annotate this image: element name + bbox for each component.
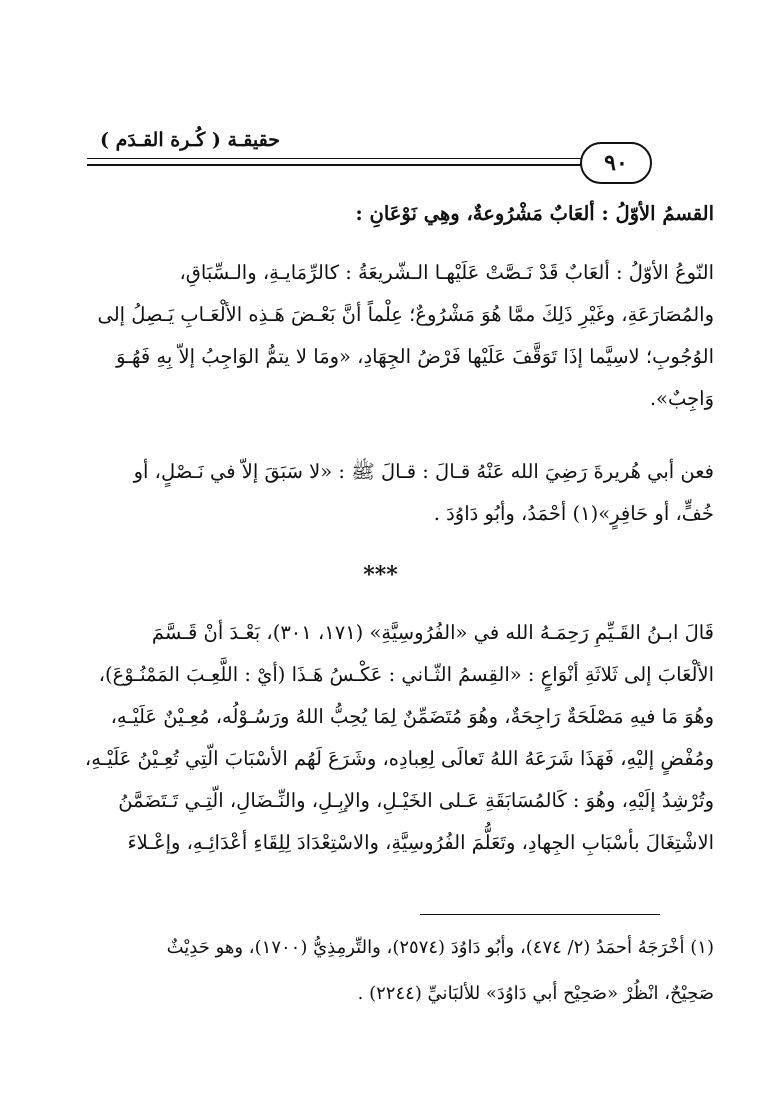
text-line: فعن أبي هُريرةَ رَضِيَ الله عَنْهُ قـالَ : قـالَ ﷺ : «لا سَبَقَ إلاّ في نَـصْلٍ، أو (133, 460, 714, 483)
paragraph-ibn-qayyim (64, 612, 714, 864)
text-line: وتُرْشِدُ إلَيْهِ، وهُوَ : كَالمُسَابَقَةِ عَـلى الخَيْـلِ، والإبِـلِ، والنِّـضَالِ، الّتِـي تَـتَضَمَّنُ (118, 789, 714, 812)
footnote-line: صَحِيْحٌ، انْظُرْ «صَحِيْح أبي دَاوُدَ» للألبَانيِّ (٢٢٤٤) . (357, 983, 714, 1004)
text-line: النّوعُ الأوّلُ : ألعَابٌ قَدْ نَـصَّتْ عَلَيْهـا الـشّريعَةُ : كالرِّمَايـةِ، والـسِّبَاقِ، (179, 261, 714, 284)
paragraph-type-one (64, 252, 714, 420)
header-rule-thin (87, 158, 587, 159)
paragraph-hadith (64, 451, 714, 535)
text-line: خُفٍّ، أو حَافِرٍ»(١) أحْمَدُ، وأبُو دَاوُدَ . (433, 502, 714, 525)
section-heading: القسمُ الأوّلُ : ألعَابٌ مَشْرُوعةٌ، وهِي نَوْعَانِ : (355, 202, 714, 225)
footnote-line: (١) أخْرَجَهُ أحمَدُ (٢/ ٤٧٤)، وأبُو دَاوُدَ (٢٥٧٤)، والتِّرمِذِيُّ (١٧٠٠)، وهو حَدِيْثٌ (166, 937, 714, 958)
text-line: الاشْتِغَالَ بأسْبَابِ الجِهادِ، وتَعَلُّمَ الفُرُوسِيَّةِ، والاسْتِعْدَادَ لِلِقَاءِ أعْدَائِـهِ، وإعْـلاءَ (127, 831, 714, 854)
footnote (64, 925, 714, 1017)
text-line: وَاجِبٌ». (649, 387, 714, 410)
section-separator: *** (363, 562, 398, 588)
text-line: الألْعَابَ إلى ثَلاثَةِ أنْوَاعٍ : «القِسمُ الثّـاني : عَكْـسُ هَـذَا (أيْ : اللَّعِـبَ المَمْنُـوْعَ)، (98, 663, 714, 686)
text-line: ومُفْضٍ إليْهِ، فَهَذَا شَرَعَهُ اللهُ تَعالَى لِعِبادِه، وشَرَعَ لَهُم الأسْبَابَ الّتِي تُعِـيْنُ عَلَيْـهِ، (84, 747, 714, 770)
page-number-badge: ٩٠ (580, 142, 652, 184)
text-line: وهُوَ مَا فيهِ مَصْلَحَةٌ رَاجِحَةٌ، وهُوَ مُتَضَمِّنٌ لِمَا يُحِبُّ اللهُ ورَسُـوْلُه، مُعِـيْنٌ عَلَيْـهِ، (110, 705, 714, 728)
footnote-rule (420, 914, 660, 915)
header-rule (87, 164, 587, 166)
text-line: والمُصَارَعَةِ، وغَيْرِ ذَلِكَ ممَّا هُوَ مَشْرُوعٌ؛ عِلْماً أنَّ بَعْـضَ هَـذِه الألْعَـابِ يَـصِلُ إلى (97, 303, 714, 326)
text-line: الوُجُوبِ؛ لاسِيَّما إذَا تَوَقَّفَ عَلَيْها فَرْضُ الجِهَادِ، «ومَا لا يتمُّ الوَاجِبُ إلاّ بِهِ فَهُـوَ (116, 345, 714, 368)
running-title: حقيقـة ( كُـرة القـدَم ) (100, 129, 280, 151)
text-line: قَالَ ابـنُ القَـيِّمِ رَحِمَـهُ الله في «الفُرُوسِيَّةِ» (١٧١، ٣٠١)، بَعْـدَ أنْ قَـسَّمَ (151, 621, 714, 644)
